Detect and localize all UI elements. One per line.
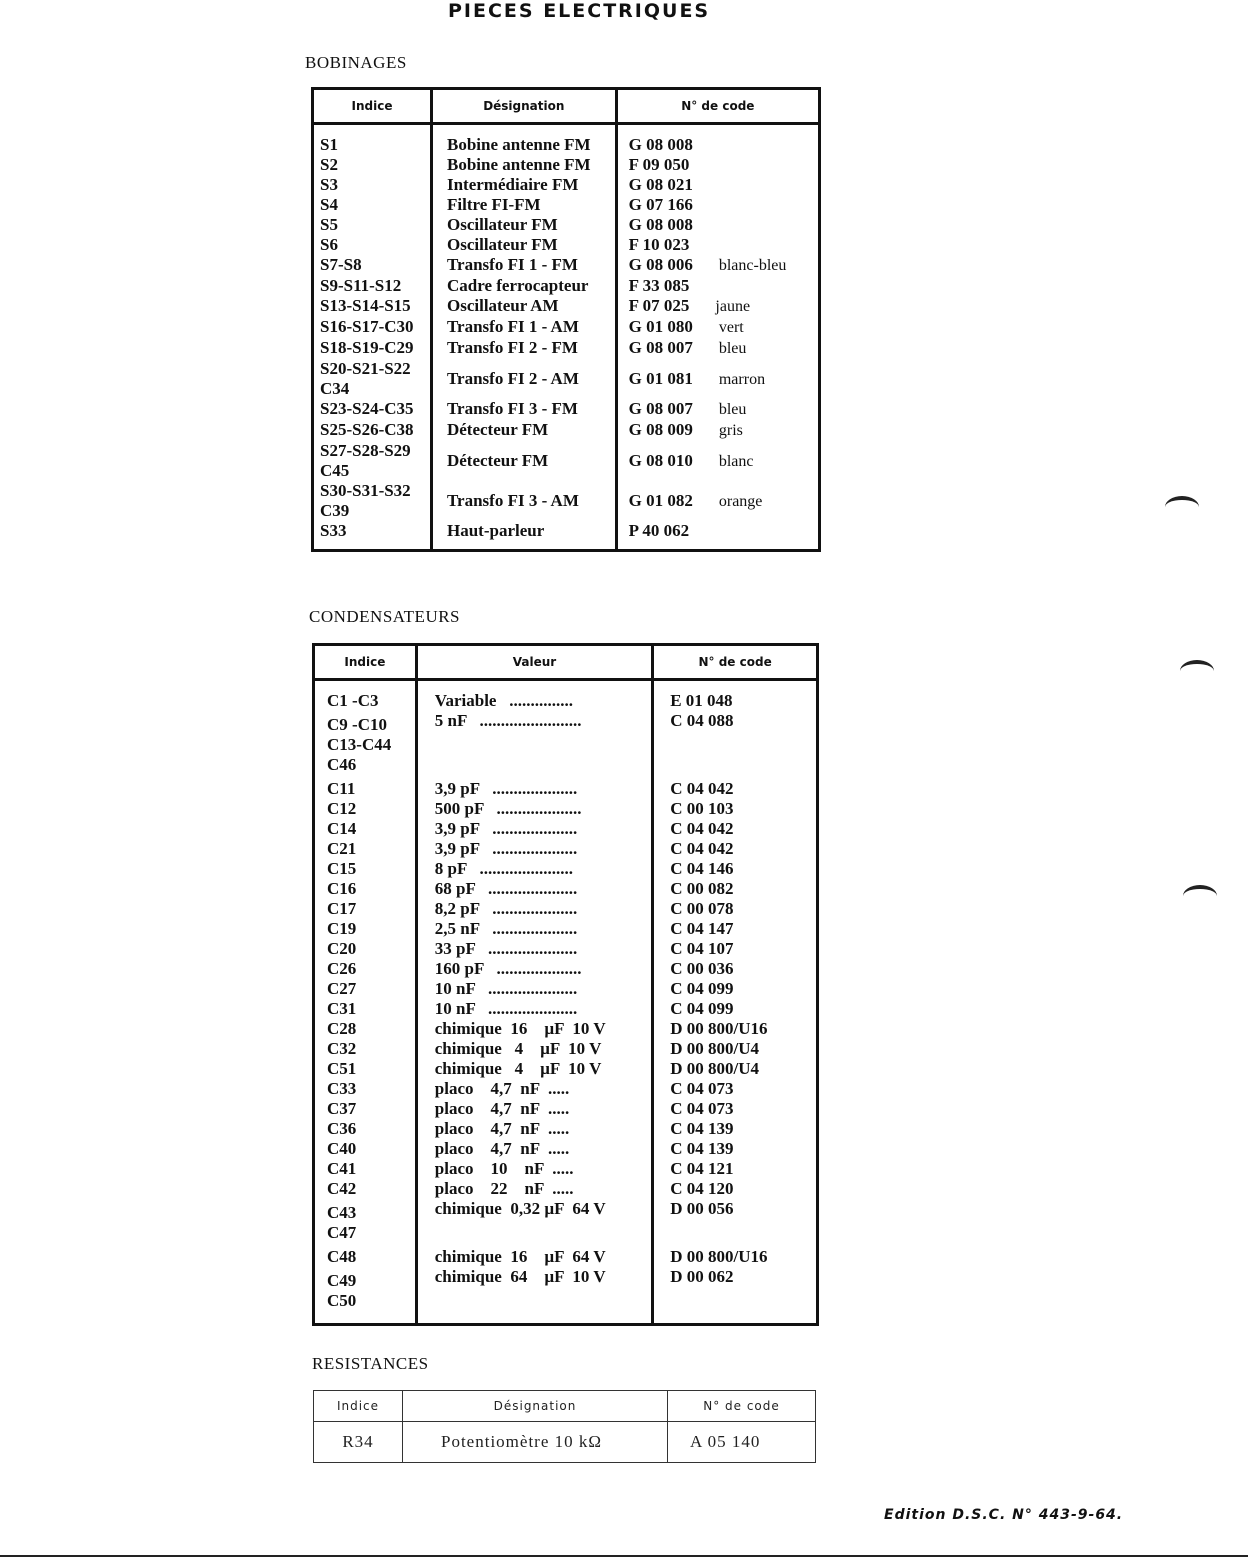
edition-footer: Edition D.S.C. N° 443-9-64.: [884, 1507, 1124, 1523]
cell-code: [616, 155, 819, 175]
cell-code: [616, 441, 819, 481]
table-row: [314, 979, 818, 999]
table-row: [314, 711, 818, 779]
cell-indice: [313, 338, 432, 359]
indice-line: S2: [320, 155, 338, 174]
cell-valeur: 10 nF .....................: [416, 979, 652, 999]
cell-valeur: 2,5 nF ....................: [416, 919, 652, 939]
header-indice: Indice: [314, 1391, 403, 1422]
table-row: [314, 959, 818, 979]
cell-designation: Bobine antenne FM: [431, 155, 616, 175]
cell-indice: [313, 521, 432, 541]
table-header-row: [314, 645, 818, 680]
color-label: bleu: [718, 340, 747, 357]
cell-indice: [313, 195, 432, 215]
cell-indice: [313, 175, 432, 195]
cell-valeur: placo 4,7 nF .....: [416, 1119, 652, 1139]
cell-indice: [314, 1119, 417, 1139]
color-label: marron: [718, 370, 766, 388]
cell-valeur: 160 pF ....................: [416, 959, 652, 979]
cell-designation: Bobine antenne FM: [431, 135, 616, 155]
cell-indice: [314, 1059, 417, 1079]
cell-code: [616, 276, 819, 296]
cell-code: C 04 121: [670, 1159, 734, 1178]
table-row: [314, 1119, 818, 1139]
indice-line: C40: [327, 1139, 357, 1158]
indice-line: S13-S14-S15: [320, 296, 411, 315]
cell-valeur: placo 4,7 nF .....: [416, 1139, 652, 1159]
table-row: [313, 420, 820, 441]
cell-code: [616, 296, 819, 317]
cell-indice: [314, 1039, 417, 1059]
table-row: [313, 195, 820, 215]
cell-indice: [314, 819, 417, 839]
table-row: [313, 215, 820, 235]
binder-hole-mark: [1183, 885, 1217, 907]
code-value: G 08 007: [628, 338, 693, 357]
cell-indice: [313, 276, 432, 296]
cell-designation: Transfo FI 3 - AM: [431, 481, 616, 521]
header-valeur: Valeur: [416, 645, 652, 680]
cell-code: C 04 099: [670, 999, 734, 1018]
indice-line: C37: [327, 1099, 357, 1118]
indice-line: S5: [320, 215, 338, 234]
indice-line: C15: [327, 859, 357, 878]
cell-indice: [314, 899, 417, 919]
code-value: G 08 021: [628, 175, 693, 194]
code-value: G 01 080: [628, 317, 693, 336]
cell-code: [616, 175, 819, 195]
cell-code: C 04 099: [670, 979, 734, 998]
cell-valeur: placo 22 nF .....: [416, 1179, 652, 1199]
table-row: [314, 1099, 818, 1119]
table-header-row: [314, 1391, 816, 1422]
cell-valeur: chimique 0,32 µF 64 V: [416, 1199, 652, 1247]
code-value: P 40 062: [628, 521, 690, 540]
section-title-bobinages: BOBINAGES: [305, 53, 407, 72]
table-row: [314, 691, 818, 711]
cell-indice: [313, 441, 432, 481]
cell-code: C 04 120: [670, 1179, 734, 1198]
cell-indice: [314, 1159, 417, 1179]
cell-code: [616, 338, 819, 359]
code-value: G 01 081: [628, 368, 693, 388]
indice-line: C45: [320, 461, 350, 480]
cell-valeur: 500 pF ....................: [416, 799, 652, 819]
cell-code: C 04 073: [670, 1079, 734, 1098]
table-row: [314, 1059, 818, 1079]
cell-indice: [313, 135, 432, 155]
cell-code: A 05 140: [668, 1422, 816, 1463]
cell-indice: [314, 1019, 417, 1039]
indice-line: C36: [327, 1119, 357, 1138]
cell-code: C 00 082: [670, 879, 734, 898]
indice-line: S18-S19-C29: [320, 338, 414, 357]
table-row: [314, 1079, 818, 1099]
cell-indice: [313, 481, 432, 521]
indice-line: C12: [327, 799, 357, 818]
cell-indice: [314, 691, 417, 711]
cell-indice: [314, 1267, 417, 1315]
table-row: [313, 441, 820, 481]
table-row: [314, 839, 818, 859]
code-value: F 09 050: [628, 155, 690, 174]
indice-line: C14: [327, 819, 357, 838]
cell-designation: Filtre FI-FM: [431, 195, 616, 215]
cell-indice: [314, 959, 417, 979]
cell-code: C 04 042: [670, 819, 734, 838]
cell-code: [616, 255, 819, 276]
table-row: [313, 359, 820, 399]
cell-indice: [313, 420, 432, 441]
cell-indice: [314, 919, 417, 939]
color-label: jaune: [715, 298, 751, 315]
header-indice: Indice: [314, 645, 417, 680]
condensateurs-table: [312, 643, 819, 1326]
cell-indice: [314, 939, 417, 959]
cell-code: C 04 073: [670, 1099, 734, 1118]
cell-valeur: 3,9 pF ....................: [416, 839, 652, 859]
table-row: [314, 859, 818, 879]
table-row: [314, 899, 818, 919]
cell-code: C 04 042: [670, 839, 734, 858]
header-code: N° de code: [668, 1391, 816, 1422]
cell-indice: [314, 979, 417, 999]
cell-valeur: 68 pF .....................: [416, 879, 652, 899]
cell-indice: [314, 1247, 417, 1267]
cell-indice: [313, 155, 432, 175]
cell-code: D 00 800/U4: [670, 1039, 759, 1058]
cell-valeur: 3,9 pF ....................: [416, 819, 652, 839]
table-row: [313, 317, 820, 338]
cell-valeur: placo 4,7 nF .....: [416, 1079, 652, 1099]
code-value: G 08 010: [628, 450, 693, 470]
indice-line: C42: [327, 1179, 357, 1198]
cell-valeur: chimique 16 µF 10 V: [416, 1019, 652, 1039]
cell-code: [616, 235, 819, 255]
cell-designation: Oscillateur AM: [431, 296, 616, 317]
indice-line: C33: [327, 1079, 357, 1098]
color-label: orange: [718, 492, 763, 510]
indice-line: S1: [320, 135, 338, 154]
indice-line: S20-S21-S22: [320, 359, 411, 378]
indice-line: C1 -C3: [327, 691, 379, 710]
header-indice: Indice: [313, 89, 432, 124]
indice-line: C51: [327, 1059, 357, 1078]
table-row: [314, 879, 818, 899]
table-row: [313, 338, 820, 359]
table-row: [314, 1267, 818, 1315]
color-label: blanc-bleu: [718, 257, 787, 274]
cell-indice: [314, 879, 417, 899]
binder-hole-mark: [1180, 660, 1214, 682]
indice-line: S9-S11-S12: [320, 276, 402, 295]
cell-designation: Détecteur FM: [431, 441, 616, 481]
indice-line: S30-S31-S32: [320, 481, 411, 500]
cell-designation: Oscillateur FM: [431, 235, 616, 255]
cell-valeur: chimique 16 µF 64 V: [416, 1247, 652, 1267]
cell-code: C 04 146: [670, 859, 734, 878]
table-row: [314, 939, 818, 959]
cell-valeur: chimique 4 µF 10 V: [416, 1039, 652, 1059]
code-value: F 10 023: [628, 235, 690, 254]
cell-code: C 00 103: [670, 799, 734, 818]
table-row: [313, 235, 820, 255]
cell-indice: [314, 859, 417, 879]
table-row: [314, 1039, 818, 1059]
cell-indice: [313, 317, 432, 338]
indice-line: S7-S8: [320, 255, 362, 274]
cell-valeur: 10 nF .....................: [416, 999, 652, 1019]
code-value: G 08 008: [628, 135, 693, 154]
table-row: [313, 399, 820, 420]
cell-designation: Transfo FI 3 - FM: [431, 399, 616, 420]
table-row: [313, 521, 820, 541]
cell-code: C 04 107: [670, 939, 734, 958]
table-row: [314, 1159, 818, 1179]
table-row: [313, 255, 820, 276]
table-row: [314, 1179, 818, 1199]
header-code: N° de code: [616, 89, 819, 124]
header-designation: Désignation: [403, 1391, 668, 1422]
indice-line: C17: [327, 899, 357, 918]
cell-valeur: 5 nF ........................: [416, 711, 652, 779]
table-row: [314, 779, 818, 799]
cell-indice: [313, 359, 432, 399]
cell-code: [616, 359, 819, 399]
indice-line: C39: [320, 501, 350, 520]
table-row: [313, 296, 820, 317]
cell-code: [616, 420, 819, 441]
indice-line: S27-S28-S29: [320, 441, 411, 460]
cell-indice: [314, 1199, 417, 1247]
cell-indice: [314, 839, 417, 859]
cell-indice: [314, 799, 417, 819]
code-value: F 07 025: [628, 296, 690, 315]
cell-designation: Potentiomètre 10 kΩ: [403, 1422, 668, 1463]
cell-code: C 04 088: [670, 711, 734, 730]
page-title: PIECES ELECTRIQUES: [448, 0, 711, 22]
cell-designation: Oscillateur FM: [431, 215, 616, 235]
cell-designation: Intermédiaire FM: [431, 175, 616, 195]
indice-line: C11: [327, 779, 356, 798]
cell-code: C 04 139: [670, 1119, 734, 1138]
cell-designation: Transfo FI 1 - FM: [431, 255, 616, 276]
indice-line: S6: [320, 235, 338, 254]
cell-designation: Transfo FI 1 - AM: [431, 317, 616, 338]
cell-code: C 04 042: [670, 779, 734, 798]
section-title-resistances: RESISTANCES: [312, 1354, 429, 1373]
indice-line: C13-C44: [327, 735, 392, 754]
table-row: [313, 481, 820, 521]
cell-code: D 00 056: [670, 1199, 734, 1218]
cell-indice: [314, 779, 417, 799]
cell-code: D 00 800/U4: [670, 1059, 759, 1078]
indice-line: C32: [327, 1039, 357, 1058]
cell-code: [616, 195, 819, 215]
cell-valeur: 8 pF ......................: [416, 859, 652, 879]
cell-code: D 00 800/U16: [670, 1019, 768, 1038]
cell-designation: Transfo FI 2 - FM: [431, 338, 616, 359]
header-designation: Désignation: [431, 89, 616, 124]
cell-code: C 00 036: [670, 959, 734, 978]
cell-designation: Cadre ferrocapteur: [431, 276, 616, 296]
cell-code: E 01 048: [670, 691, 733, 710]
code-value: G 08 006: [628, 255, 693, 274]
table-row: [314, 819, 818, 839]
indice-line: C41: [327, 1159, 357, 1178]
indice-line: C20: [327, 939, 357, 958]
cell-valeur: 3,9 pF ....................: [416, 779, 652, 799]
code-value: G 08 009: [628, 420, 693, 439]
cell-designation: Détecteur FM: [431, 420, 616, 441]
table-row: [314, 1139, 818, 1159]
table-row: [314, 1019, 818, 1039]
cell-indice: [313, 255, 432, 276]
cell-valeur: Variable ...............: [416, 691, 652, 711]
bobinages-table: [311, 87, 821, 552]
indice-line: C48: [327, 1247, 357, 1266]
indice-line: S25-S26-C38: [320, 420, 414, 439]
bottom-divider: [0, 1555, 1248, 1557]
cell-code: C 04 139: [670, 1139, 734, 1158]
indice-line: S33: [320, 521, 347, 540]
cell-indice: [314, 1099, 417, 1119]
cell-code: [616, 399, 819, 420]
cell-code: [616, 215, 819, 235]
indice-line: C28: [327, 1019, 357, 1038]
binder-hole-mark: [1165, 496, 1199, 518]
code-value: G 08 008: [628, 215, 693, 234]
table-row: [314, 1247, 818, 1267]
header-code: N° de code: [653, 645, 818, 680]
cell-code: C 04 147: [670, 919, 734, 938]
indice-line: C27: [327, 979, 357, 998]
indice-line: S4: [320, 195, 338, 214]
table-row: [314, 1422, 816, 1463]
indice-line: S23-S24-C35: [320, 399, 414, 418]
code-value: G 08 007: [628, 399, 693, 418]
cell-indice: [313, 215, 432, 235]
cell-code: [616, 317, 819, 338]
indice-line: C43: [327, 1203, 357, 1222]
cell-indice: [313, 296, 432, 317]
cell-indice: [314, 999, 417, 1019]
indice-line: C9 -C10: [327, 715, 387, 734]
cell-designation: Transfo FI 2 - AM: [431, 359, 616, 399]
color-label: vert: [718, 319, 744, 336]
cell-code: D 00 800/U16: [670, 1247, 768, 1266]
color-label: blanc: [718, 452, 754, 470]
table-row: [314, 1199, 818, 1247]
indice-line: C31: [327, 999, 357, 1018]
indice-line: C19: [327, 919, 357, 938]
cell-valeur: placo 4,7 nF .....: [416, 1099, 652, 1119]
indice-line: C16: [327, 879, 357, 898]
indice-line: C34: [320, 379, 350, 398]
indice-line: C49: [327, 1271, 357, 1290]
indice-line: C46: [327, 755, 357, 774]
table-row: [313, 175, 820, 195]
cell-indice: [314, 1139, 417, 1159]
table-row: [314, 999, 818, 1019]
cell-indice: [313, 399, 432, 420]
code-value: F 33 085: [628, 276, 690, 295]
color-label: bleu: [718, 401, 747, 418]
cell-valeur: 8,2 pF ....................: [416, 899, 652, 919]
color-label: gris: [718, 422, 743, 439]
cell-indice: R34: [314, 1422, 403, 1463]
cell-code: D 00 062: [670, 1267, 734, 1286]
cell-code: [616, 481, 819, 521]
cell-code: [616, 135, 819, 155]
indice-line: C26: [327, 959, 357, 978]
cell-indice: [314, 711, 417, 779]
cell-indice: [313, 235, 432, 255]
table-row: [313, 276, 820, 296]
cell-designation: Haut-parleur: [431, 521, 616, 541]
indice-line: S16-S17-C30: [320, 317, 414, 336]
indice-line: S3: [320, 175, 338, 194]
cell-code: C 00 078: [670, 899, 734, 918]
cell-indice: [314, 1079, 417, 1099]
cell-valeur: chimique 4 µF 10 V: [416, 1059, 652, 1079]
section-title-condensateurs: CONDENSATEURS: [309, 607, 461, 626]
cell-valeur: 33 pF .....................: [416, 939, 652, 959]
cell-valeur: placo 10 nF .....: [416, 1159, 652, 1179]
table-row: [314, 799, 818, 819]
indice-line: C47: [327, 1223, 357, 1242]
cell-indice: [314, 1179, 417, 1199]
code-value: G 07 166: [628, 195, 693, 214]
code-value: G 01 082: [628, 490, 693, 510]
table-header-row: [313, 89, 820, 124]
table-row: [314, 919, 818, 939]
cell-code: [616, 521, 819, 541]
cell-valeur: chimique 64 µF 10 V: [416, 1267, 652, 1315]
resistances-table: [313, 1390, 816, 1463]
indice-line: C50: [327, 1291, 357, 1310]
table-row: [313, 155, 820, 175]
table-row: [313, 135, 820, 155]
indice-line: C21: [327, 839, 357, 858]
